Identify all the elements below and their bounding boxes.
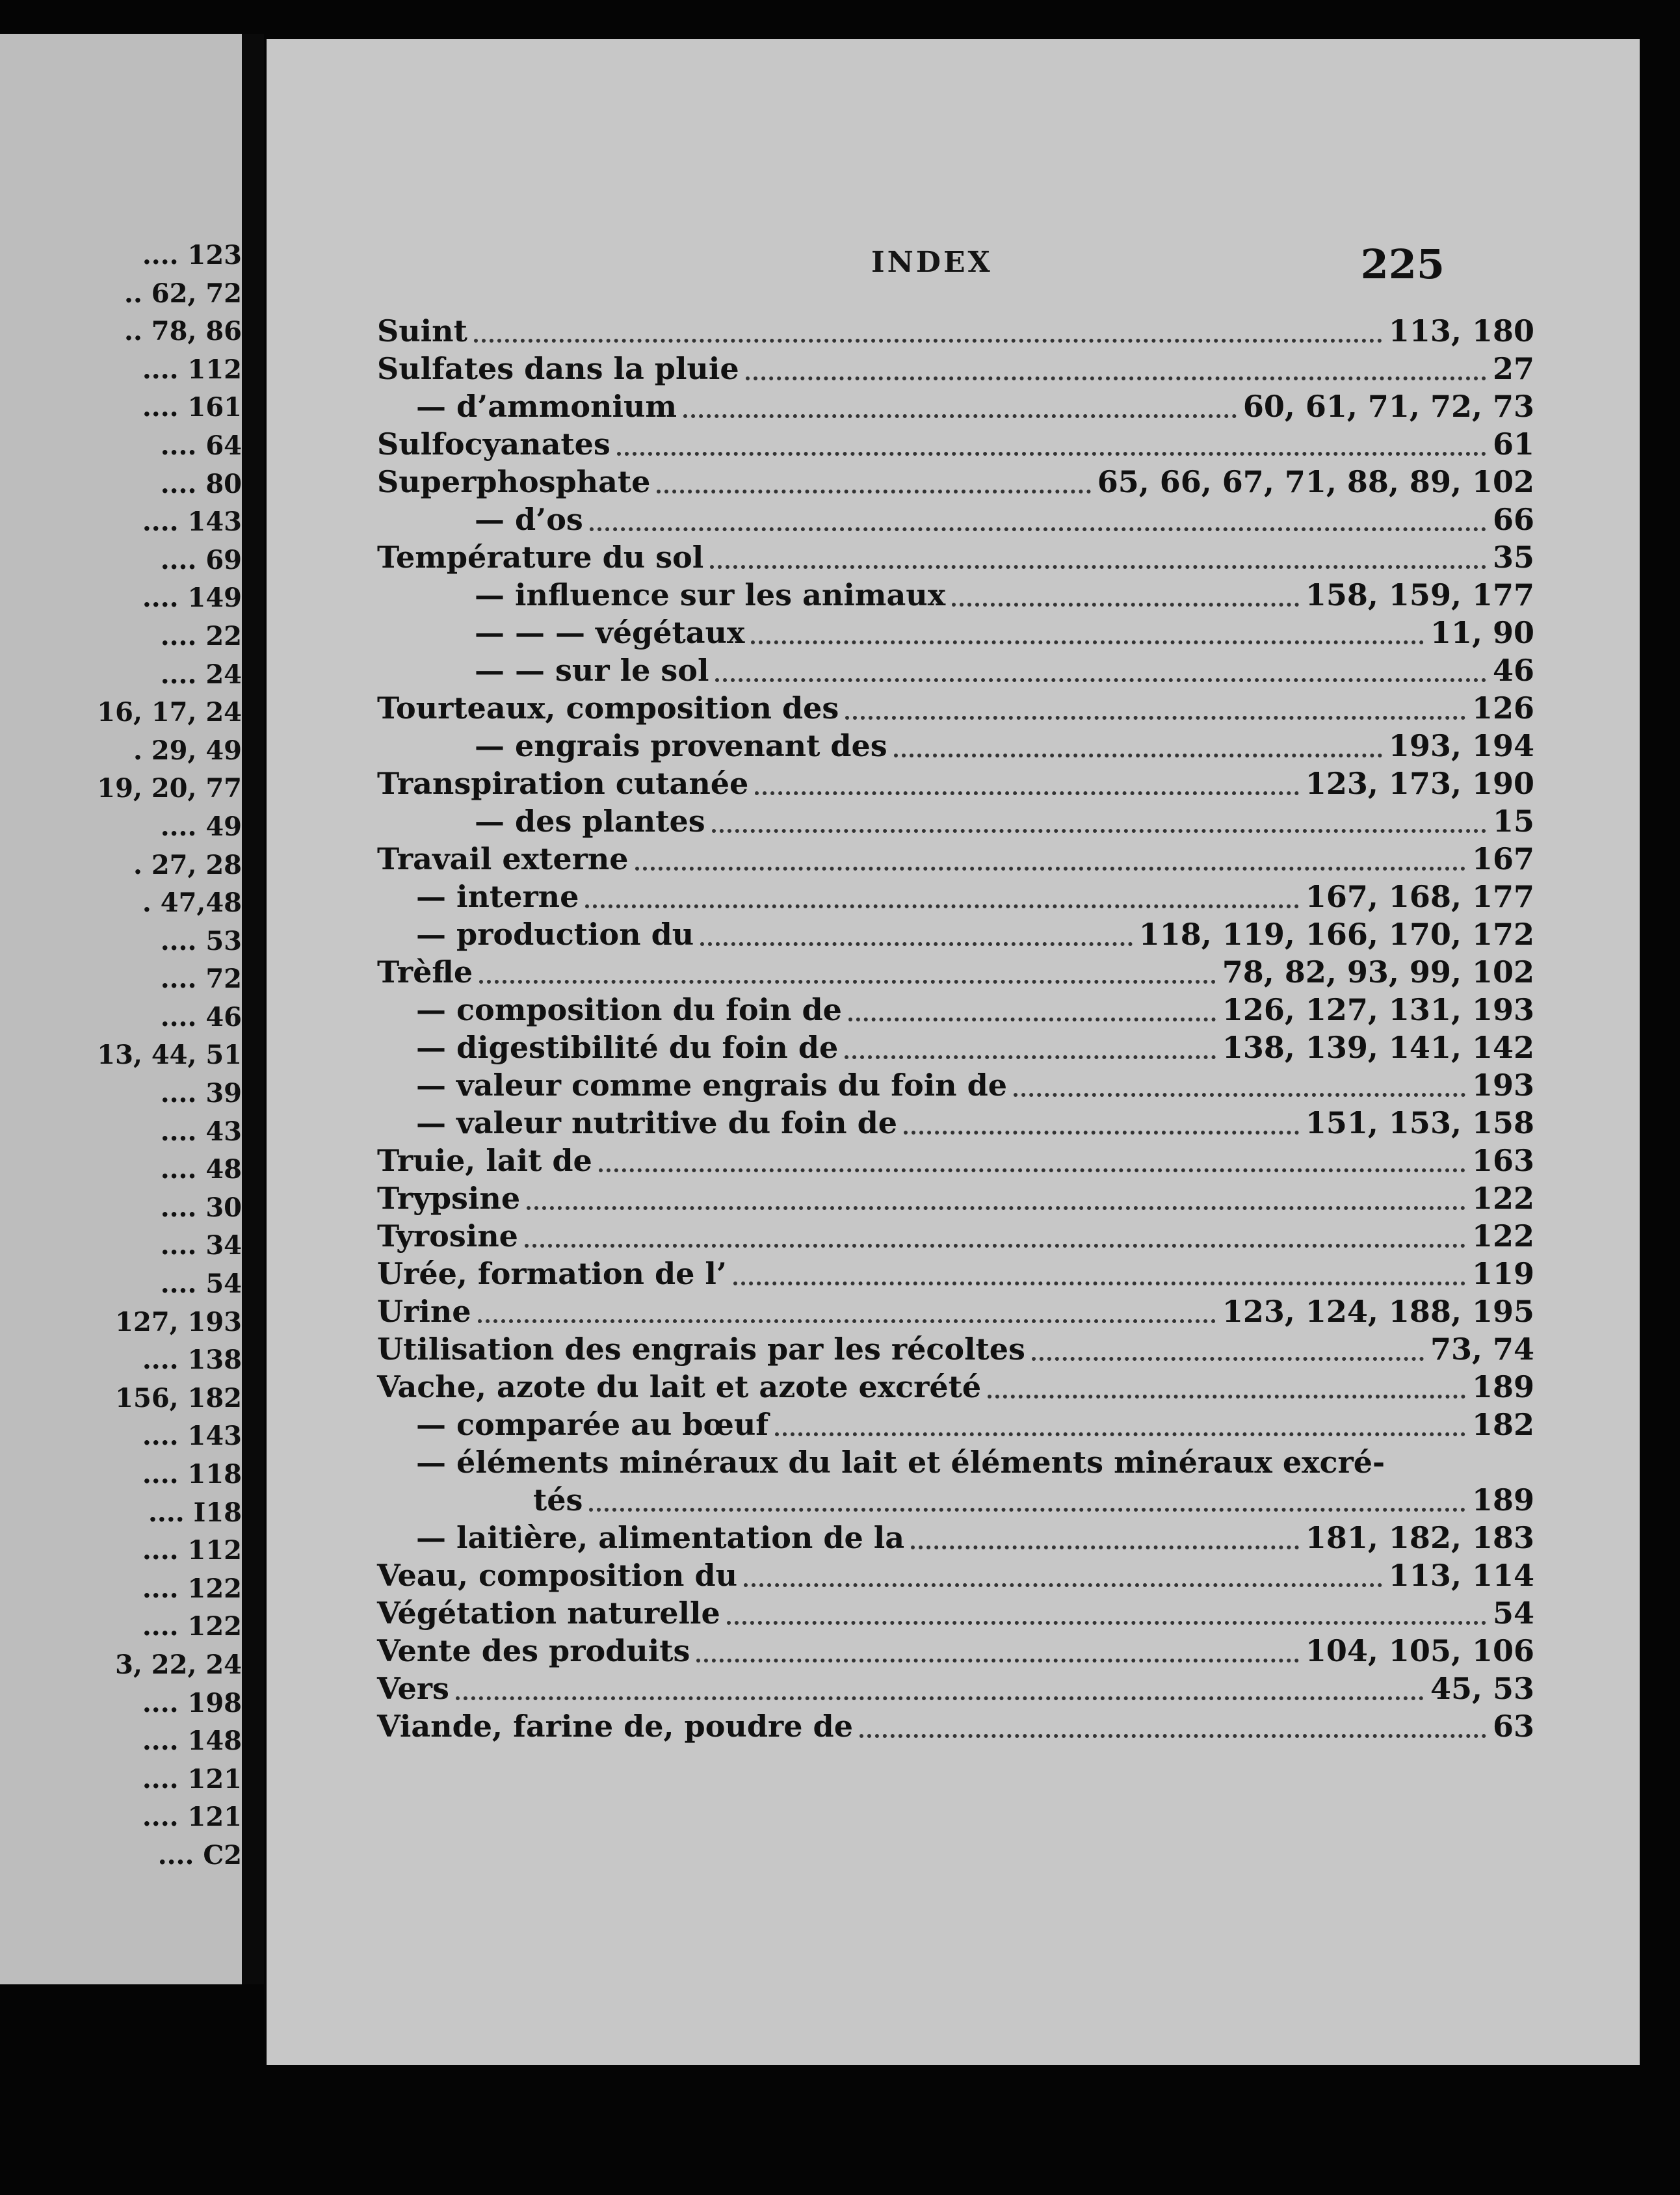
left-page-number: 19, 20, 77 (97, 773, 242, 804)
left-page-number: .... 48 (160, 1154, 242, 1185)
index-pages: 126 (1471, 690, 1534, 726)
dot-leader (456, 1696, 1424, 1700)
index-term: Trypsine (377, 1181, 521, 1216)
index-pages: 193, 194 (1388, 728, 1534, 763)
index-pages: 65, 66, 67, 71, 88, 89, 102 (1097, 464, 1534, 499)
left-page-number: 156, 182 (115, 1382, 242, 1413)
index-entry (377, 1029, 1534, 1066)
page-gutter (242, 34, 264, 1984)
left-page-number: .... 54 (160, 1268, 242, 1300)
index-pages: 45, 53 (1430, 1671, 1534, 1706)
index-entry (377, 840, 1534, 878)
index-entry (377, 651, 1534, 689)
index-pages: 119 (1471, 1256, 1534, 1291)
left-page-number: .... 49 (160, 811, 242, 842)
dot-leader (478, 1319, 1216, 1323)
index-term: Vers (377, 1671, 449, 1706)
dot-leader (860, 1734, 1486, 1738)
left-page-number: . 27, 28 (133, 849, 242, 880)
left-page-number: 16, 17, 24 (97, 697, 242, 728)
index-term: — digestibilité du foin de (416, 1030, 839, 1065)
index-entry (377, 463, 1534, 501)
left-page-number: .... 112 (142, 354, 242, 385)
dot-leader (988, 1395, 1465, 1399)
dot-leader (904, 1131, 1299, 1135)
left-page-number: .... 112 (142, 1535, 242, 1566)
index-term: — éléments minéraux du lait et éléments minéraux excré- (416, 1445, 1385, 1480)
index-term: — — sur le sol (475, 653, 709, 688)
left-page-number: .... 24 (160, 659, 242, 690)
left-page-number: .... 121 (142, 1763, 242, 1794)
dot-leader (700, 942, 1133, 946)
index-entry (377, 953, 1534, 991)
left-page-number: .... 143 (142, 1421, 242, 1452)
index-term: — engrais provenant des (475, 728, 887, 763)
dot-leader (727, 1621, 1486, 1625)
dot-leader (635, 867, 1465, 871)
left-page-number: 127, 193 (115, 1306, 242, 1337)
index-pages: 113, 114 (1388, 1558, 1534, 1593)
index-term: Trèfle (377, 954, 473, 990)
index-pages: 193 (1471, 1068, 1534, 1103)
index-list (377, 312, 1534, 1745)
index-pages: 126, 127, 131, 193 (1222, 992, 1534, 1027)
index-pages: 78, 82, 93, 99, 102 (1222, 954, 1534, 990)
index-term: Vache, azote du lait et azote excrété (377, 1369, 982, 1404)
dot-leader (746, 376, 1486, 380)
index-entry (377, 1406, 1534, 1443)
dot-leader (755, 791, 1299, 795)
left-page-number: .. 78, 86 (124, 316, 242, 347)
left-page-number: .... 122 (142, 1611, 242, 1642)
left-page-number: 13, 44, 51 (97, 1040, 242, 1071)
dot-leader (848, 1018, 1216, 1021)
index-pages: 167 (1471, 841, 1534, 876)
dot-leader (479, 980, 1216, 984)
right-page (267, 39, 1640, 2065)
left-page-number: .... 43 (160, 1116, 242, 1147)
index-term: — interne (416, 879, 579, 914)
left-page-number: .... I18 (148, 1497, 242, 1528)
index-term: Température du sol (377, 540, 704, 575)
index-pages: 11, 90 (1430, 615, 1534, 650)
index-entry (377, 614, 1534, 651)
index-term: — laitière, alimentation de la (416, 1520, 905, 1555)
index-pages: 163 (1471, 1143, 1534, 1178)
index-pages: 54 (1492, 1596, 1534, 1631)
left-page-number: .... 64 (160, 430, 242, 461)
index-term: — composition du foin de (416, 992, 842, 1027)
index-entry (377, 501, 1534, 538)
dot-leader (585, 904, 1298, 908)
index-entry (377, 312, 1534, 350)
index-term: — influence sur les animaux (475, 577, 946, 612)
left-page-number: .... 118 (142, 1459, 242, 1490)
left-page-number: . 29, 49 (133, 735, 242, 766)
index-term: Tourteaux, composition des (377, 690, 839, 726)
left-page-number: .... 121 (142, 1802, 242, 1833)
dot-leader (845, 716, 1465, 720)
index-term: Travail externe (377, 841, 629, 876)
index-pages: 104, 105, 106 (1305, 1633, 1534, 1668)
index-pages: 138, 139, 141, 142 (1222, 1030, 1534, 1065)
index-pages: 46 (1492, 653, 1534, 688)
index-term: — valeur comme engrais du foin de (416, 1068, 1008, 1103)
index-entry (377, 1670, 1534, 1707)
dot-leader (894, 754, 1382, 757)
index-term: Urine (377, 1294, 471, 1329)
left-page-number: .... 69 (160, 544, 242, 575)
dot-leader (474, 339, 1382, 343)
left-page (0, 34, 248, 1984)
index-term: — valeur nutritive du foin de (416, 1105, 898, 1140)
index-term: — des plantes (475, 804, 705, 839)
index-pages: 167, 168, 177 (1305, 879, 1534, 914)
index-term: Sulfates dans la pluie (377, 351, 739, 386)
index-pages: 122 (1471, 1181, 1534, 1216)
left-page-number: . 47,48 (142, 887, 242, 919)
index-pages: 189 (1471, 1482, 1534, 1518)
left-page-number: .... 30 (160, 1192, 242, 1223)
index-pages: 182 (1471, 1407, 1534, 1442)
dot-leader (589, 1508, 1465, 1512)
index-term: Vente des produits (377, 1633, 690, 1668)
index-entry (377, 1481, 1534, 1519)
index-pages: 158, 159, 177 (1305, 577, 1534, 612)
dot-leader (952, 603, 1299, 607)
index-term: Transpiration cutanée (377, 766, 749, 801)
index-entry (377, 1255, 1534, 1293)
dot-leader (751, 640, 1424, 644)
index-term: — — — végétaux (475, 615, 745, 650)
index-term: — d’ammonium (416, 389, 677, 424)
dot-leader (657, 490, 1090, 493)
index-entry (377, 802, 1534, 840)
dot-leader (590, 527, 1486, 531)
left-page-number: .... 198 (142, 1687, 242, 1718)
left-page-number: .... 22 (160, 620, 242, 651)
left-page-number: .... 80 (160, 468, 242, 499)
index-entry (377, 727, 1534, 765)
index-pages: 181, 182, 183 (1305, 1520, 1534, 1555)
index-entry (377, 388, 1534, 425)
index-term: — d’os (475, 502, 583, 537)
dot-leader (527, 1206, 1465, 1210)
index-term: Végétation naturelle (377, 1596, 720, 1631)
index-entry (377, 1368, 1534, 1406)
left-page-number: .... 148 (142, 1726, 242, 1757)
index-entry (377, 1594, 1534, 1632)
index-term: Viande, farine de, poudre de (377, 1709, 853, 1744)
left-page-number: .... 123 (142, 240, 242, 270)
index-pages: 189 (1471, 1369, 1534, 1404)
index-entry (377, 350, 1534, 388)
left-page-number: 3, 22, 24 (115, 1649, 242, 1680)
index-pages: 27 (1492, 351, 1534, 386)
index-pages: 60, 61, 71, 72, 73 (1242, 389, 1534, 424)
index-entry (377, 1179, 1534, 1217)
index-entry (377, 1443, 1534, 1481)
index-pages: 66 (1492, 502, 1534, 537)
index-pages: 35 (1492, 540, 1534, 575)
left-page-number: .... 122 (142, 1573, 242, 1604)
index-term: tés (533, 1482, 583, 1518)
index-term: — production du (416, 917, 694, 952)
index-entry (377, 1104, 1534, 1142)
index-entry (377, 1707, 1534, 1745)
index-term: Truie, lait de (377, 1143, 592, 1178)
left-page-number: .... 34 (160, 1230, 242, 1261)
index-term: Tyrosine (377, 1218, 518, 1254)
dot-leader (525, 1244, 1465, 1248)
left-page-number: .... 46 (160, 1001, 242, 1032)
left-page-number: .... 149 (142, 583, 242, 614)
index-pages: 113, 180 (1388, 313, 1534, 348)
index-pages: 63 (1492, 1709, 1534, 1744)
index-entry (377, 1519, 1534, 1557)
left-page-number: .... 143 (142, 506, 242, 538)
left-page-number: .... 161 (142, 392, 242, 423)
dot-leader (733, 1282, 1465, 1285)
left-page-number: .... 138 (142, 1345, 242, 1376)
index-pages: 73, 74 (1430, 1332, 1534, 1367)
index-pages: 122 (1471, 1218, 1534, 1254)
index-entry (377, 1330, 1534, 1368)
left-page-number: .... C2 (157, 1839, 242, 1871)
index-pages: 151, 153, 158 (1305, 1105, 1534, 1140)
left-page-number: .... 72 (160, 964, 242, 995)
index-pages: 15 (1492, 804, 1534, 839)
page-header (267, 241, 1640, 288)
index-entry (377, 1066, 1534, 1104)
left-page-number: .. 62, 72 (124, 278, 242, 309)
dot-leader (1032, 1357, 1424, 1361)
dot-leader (710, 565, 1486, 569)
index-entry (377, 1557, 1534, 1594)
dot-leader (715, 678, 1486, 682)
running-title: INDEX (871, 246, 993, 279)
dot-leader (712, 829, 1486, 833)
index-term: Veau, composition du (377, 1558, 738, 1593)
index-term: — comparée au bœuf (416, 1407, 769, 1442)
index-term: Utilisation des engrais par les récoltes (377, 1332, 1025, 1367)
index-entry (377, 991, 1534, 1029)
left-page-numbers (97, 237, 242, 1875)
index-entry (377, 1632, 1534, 1670)
index-entry (377, 425, 1534, 463)
dot-leader (1014, 1093, 1465, 1097)
dot-leader (683, 414, 1237, 418)
index-entry (377, 576, 1534, 614)
index-entry (377, 915, 1534, 953)
dot-leader (775, 1432, 1465, 1436)
index-pages: 123, 124, 188, 195 (1222, 1294, 1534, 1329)
page-number: 225 (1360, 241, 1445, 288)
dot-leader (845, 1055, 1216, 1059)
dot-leader (599, 1168, 1465, 1172)
dot-leader (696, 1659, 1299, 1663)
dot-leader (617, 452, 1486, 456)
index-term: Urée, formation de l’ (377, 1256, 727, 1291)
index-entry (377, 1217, 1534, 1255)
index-entry (377, 765, 1534, 802)
dot-leader (744, 1583, 1382, 1587)
left-page-number: .... 39 (160, 1078, 242, 1109)
index-term: Suint (377, 313, 467, 348)
index-pages: 123, 173, 190 (1305, 766, 1534, 801)
index-entry (377, 1293, 1534, 1330)
index-entry (377, 538, 1534, 576)
index-term: Sulfocyanates (377, 427, 610, 462)
left-page-number: .... 53 (160, 925, 242, 956)
index-term: Superphosphate (377, 464, 651, 499)
index-pages: 118, 119, 166, 170, 172 (1138, 917, 1534, 952)
dot-leader (911, 1545, 1299, 1549)
index-entry (377, 1142, 1534, 1179)
index-entry (377, 878, 1534, 915)
index-entry (377, 689, 1534, 727)
index-pages: 61 (1492, 427, 1534, 462)
